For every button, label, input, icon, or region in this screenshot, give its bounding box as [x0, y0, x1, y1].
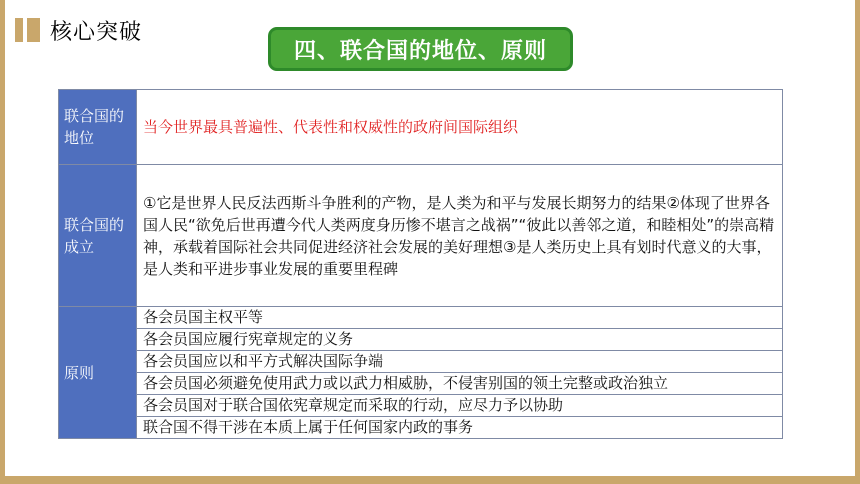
- header-marker-icon: [15, 18, 40, 42]
- principles-cell: [137, 307, 783, 439]
- section-title: 核心突破: [50, 20, 143, 45]
- principles-list: [137, 307, 782, 438]
- table-row-principles: [59, 307, 783, 439]
- principle-item: 各会员国对于联合国依宪章规定而采取的行动，应尽力予以协助: [137, 395, 782, 417]
- founding-content: ①它是世界人民反法西斯斗争胜利的产物，是人类为和平与发展长期努力的结果②体现了世界各国人民“欲免后世再遭今代人类两度身历惨不堪言之战祸”“彼此以善邻之道，和睦相处”的崇高精神，承载着国际社会共同促进经济社会发展的美好理想③是人类历史上具有划时代意义的大事，是人类和平进步事业发展的重要里程碑: [137, 165, 783, 307]
- principle-item: 各会员国主权平等: [137, 307, 782, 329]
- row-label: 联合国的地位: [59, 90, 137, 165]
- table-row-founding: [59, 165, 783, 307]
- principle-item: 联合国不得干涉在本质上属于任何国家内政的事务: [143, 418, 474, 436]
- marker-bar: [15, 18, 23, 42]
- topic-label: 四、联合国的地位、原则: [293, 38, 547, 64]
- row-label: 原则: [59, 307, 137, 439]
- table-row-status: [59, 90, 783, 165]
- marker-bar: [27, 18, 40, 42]
- principle-item: 各会员国应以和平方式解决国际争端: [137, 351, 782, 373]
- principle-item: 各会员国必须避免使用武力或以武力相威胁，不侵害别国的领土完整或政治独立: [137, 373, 782, 395]
- status-content: 当今世界最具普遍性、代表性和权威性的政府间国际组织: [137, 90, 783, 165]
- principle-item: 各会员国应履行宪章规定的义务: [137, 329, 782, 351]
- topic-badge: [268, 27, 573, 71]
- content-table: [58, 89, 783, 439]
- row-label: 联合国的成立: [59, 165, 137, 307]
